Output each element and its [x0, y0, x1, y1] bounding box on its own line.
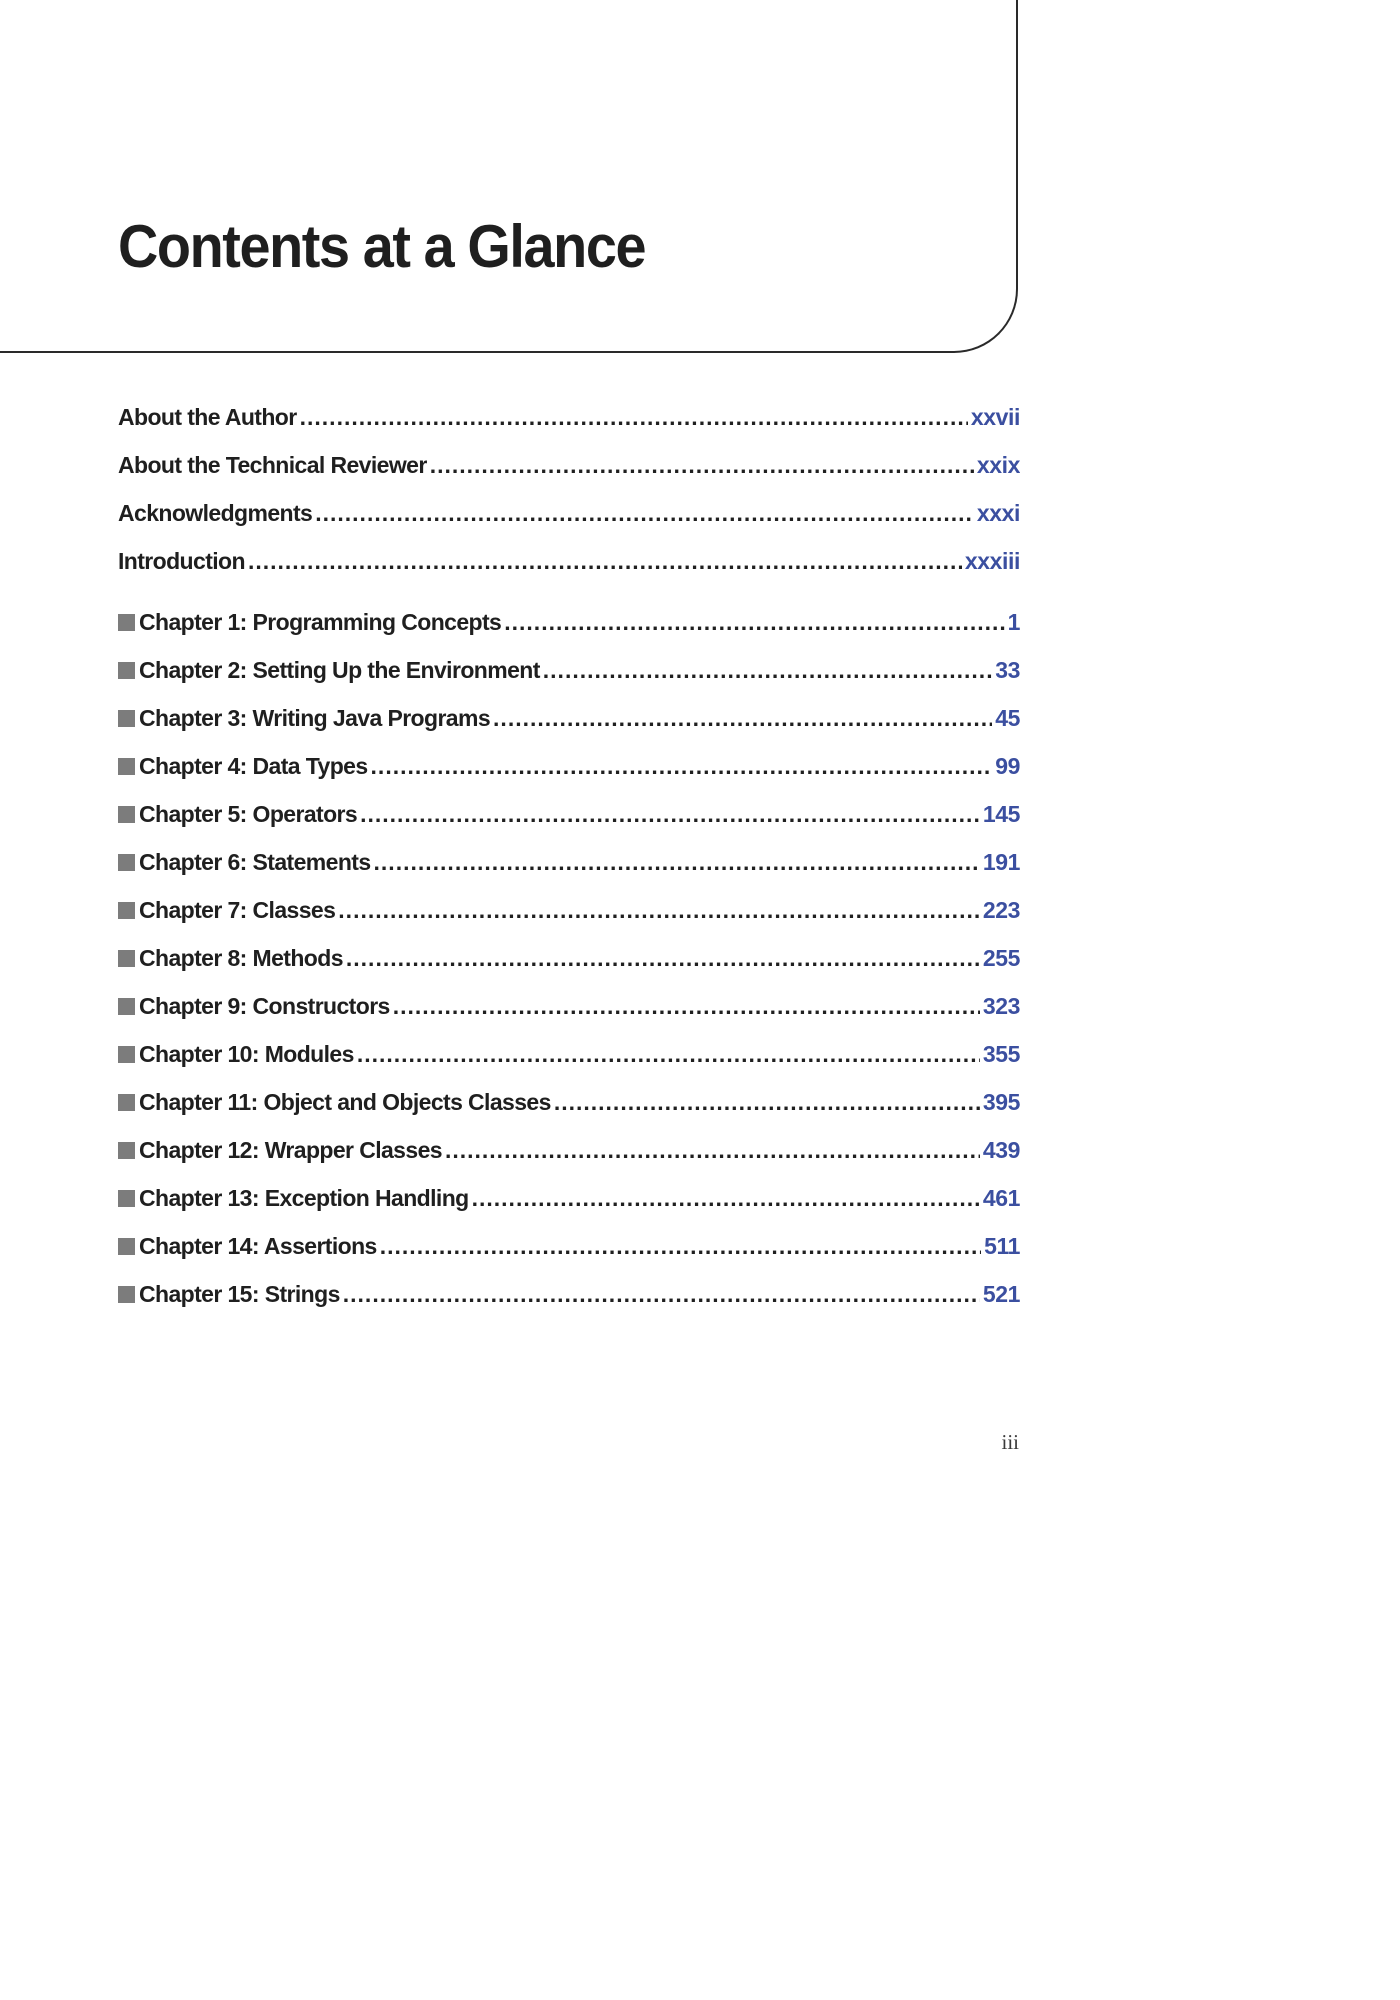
toc-entry-chapter-14[interactable] — [118, 1233, 1020, 1281]
page-number: iii — [1001, 1430, 1019, 1454]
toc-entry-chapter-6[interactable] — [118, 849, 1020, 897]
dot-leader — [315, 500, 974, 527]
toc-entry-page: xxxi — [976, 500, 1020, 526]
toc-entry-page: 191 — [982, 849, 1020, 875]
square-bullet-icon — [118, 950, 135, 967]
toc-entry-label: Chapter 7: Classes — [139, 897, 336, 923]
square-bullet-icon — [118, 902, 135, 919]
toc-entry-page: 45 — [995, 705, 1020, 731]
toc-entry-page: 521 — [982, 1281, 1020, 1307]
square-bullet-icon — [118, 854, 135, 871]
toc-entry-introduction[interactable] — [118, 548, 1020, 596]
toc-entry-page: 323 — [982, 993, 1020, 1019]
toc-entry-about-author[interactable] — [118, 404, 1020, 452]
square-bullet-icon — [118, 998, 135, 1015]
toc-entry-label: About the Author — [118, 404, 297, 430]
toc-entry-label-wrap — [118, 753, 368, 780]
toc-entry-label-wrap — [118, 801, 357, 828]
toc-entry-label: Chapter 9: Constructors — [139, 993, 390, 1019]
toc-entry-label: Chapter 1: Programming Concepts — [139, 609, 502, 635]
toc-entry-label: Chapter 11: Object and Objects Classes — [139, 1089, 551, 1115]
toc-entry-label: Chapter 5: Operators — [139, 801, 358, 827]
dot-leader — [445, 1137, 980, 1164]
toc-entry-page: xxix — [976, 452, 1020, 478]
header-frame — [0, 0, 1018, 353]
toc-entry-label-wrap — [118, 657, 540, 684]
toc-entry-chapter-15[interactable] — [118, 1281, 1020, 1329]
toc-entry-label: Chapter 8: Methods — [139, 945, 343, 971]
dot-leader — [543, 657, 992, 684]
toc-entry-chapter-9[interactable] — [118, 993, 1020, 1041]
toc-entry-label-wrap — [118, 609, 501, 636]
page-title: Contents at a Glance — [118, 213, 646, 280]
square-bullet-icon — [118, 1046, 135, 1063]
toc-entry-label: Chapter 10: Modules — [139, 1041, 354, 1067]
square-bullet-icon — [118, 1286, 135, 1303]
toc-entry-acknowledgments[interactable] — [118, 500, 1020, 548]
toc-entry-chapter-5[interactable] — [118, 801, 1020, 849]
dot-leader — [504, 609, 1004, 636]
dot-leader — [338, 897, 980, 924]
toc-entry-chapter-3[interactable] — [118, 705, 1020, 753]
toc-entry-label-wrap — [118, 993, 390, 1020]
toc-entry-page: 511 — [984, 1233, 1020, 1259]
dot-leader — [357, 1041, 980, 1068]
toc-entry-label: Chapter 15: Strings — [139, 1281, 340, 1307]
toc-entry-label: Chapter 12: Wrapper Classes — [139, 1137, 442, 1163]
toc-entry-chapter-8[interactable] — [118, 945, 1020, 993]
toc-entry-label-wrap — [118, 1233, 377, 1260]
square-bullet-icon — [118, 806, 135, 823]
toc-entry-about-reviewer[interactable] — [118, 452, 1020, 500]
toc-entry-page: xxvii — [970, 404, 1020, 430]
toc-entry-chapter-7[interactable] — [118, 897, 1020, 945]
toc-entry-page: 145 — [982, 801, 1020, 827]
toc-entry-page: 255 — [982, 945, 1020, 971]
toc-entry-label-wrap — [118, 945, 343, 972]
toc-entry-page: 33 — [995, 657, 1020, 683]
dot-leader — [346, 945, 980, 972]
toc-entry-chapter-4[interactable] — [118, 753, 1020, 801]
toc-entry-page: 461 — [982, 1185, 1020, 1211]
dot-leader — [380, 1233, 981, 1260]
square-bullet-icon — [118, 758, 135, 775]
square-bullet-icon — [118, 710, 135, 727]
square-bullet-icon — [118, 1094, 135, 1111]
toc-entry-chapter-12[interactable] — [118, 1137, 1020, 1185]
toc-entry-chapter-13[interactable] — [118, 1185, 1020, 1233]
toc-entry-label-wrap — [118, 897, 335, 924]
toc-entry-page: 439 — [982, 1137, 1020, 1163]
toc-entry-label-wrap — [118, 705, 490, 732]
square-bullet-icon — [118, 1190, 135, 1207]
toc-entry-label: Chapter 14: Assertions — [139, 1233, 377, 1259]
dot-leader — [300, 404, 968, 431]
toc-entry-label: Chapter 3: Writing Java Programs — [139, 705, 491, 731]
toc-entry-label-wrap — [118, 1137, 442, 1164]
toc-entry-label-wrap — [118, 1185, 469, 1212]
toc-entry-page: 355 — [982, 1041, 1020, 1067]
toc-entry-label: Chapter 4: Data Types — [139, 753, 368, 779]
dot-leader — [343, 1281, 980, 1308]
dot-leader — [248, 548, 962, 575]
toc-entry-chapter-1[interactable] — [118, 609, 1020, 657]
toc-entry-chapter-11[interactable] — [118, 1089, 1020, 1137]
square-bullet-icon — [118, 1142, 135, 1159]
toc-entry-chapter-10[interactable] — [118, 1041, 1020, 1089]
square-bullet-icon — [118, 614, 135, 631]
toc-entry-label: Chapter 13: Exception Handling — [139, 1185, 469, 1211]
toc-entry-page: xxxiii — [964, 548, 1020, 574]
toc-entry-label-wrap — [118, 1281, 340, 1308]
toc-entry-page: 1 — [1007, 609, 1020, 635]
toc-entry-page: 223 — [982, 897, 1020, 923]
dot-leader — [360, 801, 980, 828]
dot-leader — [554, 1089, 980, 1116]
toc-entry-label: Chapter 6: Statements — [139, 849, 371, 875]
table-of-contents — [118, 404, 1020, 1329]
dot-leader — [374, 849, 980, 876]
dot-leader — [472, 1185, 980, 1212]
toc-entry-chapter-2[interactable] — [118, 657, 1020, 705]
toc-entry-label: Acknowledgments — [118, 500, 313, 526]
toc-entry-label-wrap — [118, 849, 371, 876]
toc-entry-label: About the Technical Reviewer — [118, 452, 427, 478]
toc-entry-page: 99 — [995, 753, 1020, 779]
toc-entry-page: 395 — [982, 1089, 1020, 1115]
dot-leader — [430, 452, 974, 479]
square-bullet-icon — [118, 662, 135, 679]
toc-entry-label-wrap — [118, 1041, 354, 1068]
dot-leader — [393, 993, 980, 1020]
dot-leader — [493, 705, 992, 732]
toc-entry-label-wrap — [118, 1089, 551, 1116]
toc-entry-label: Introduction — [118, 548, 245, 574]
square-bullet-icon — [118, 1238, 135, 1255]
dot-leader — [371, 753, 993, 780]
toc-entry-label: Chapter 2: Setting Up the Environment — [139, 657, 540, 683]
